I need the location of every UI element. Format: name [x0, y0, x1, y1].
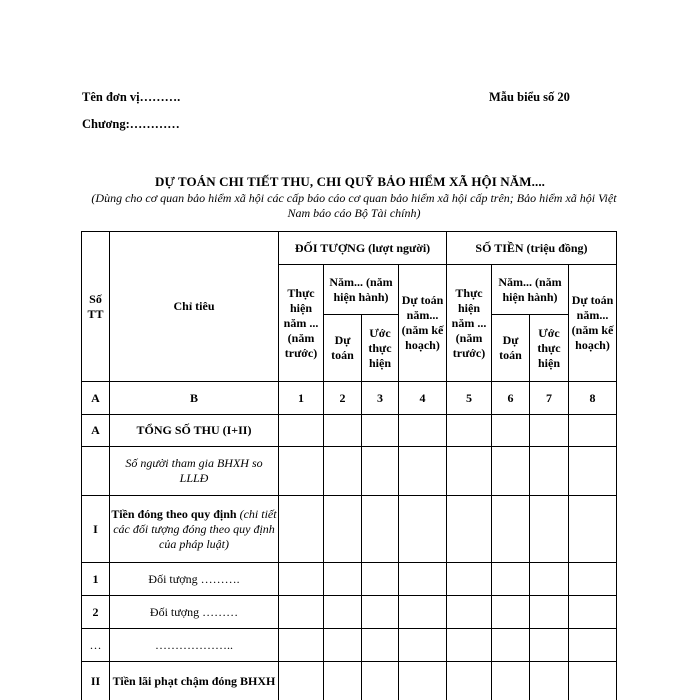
index-cell: 6	[492, 382, 530, 415]
index-cell: B	[110, 382, 279, 415]
document-subtitle: (Dùng cho cơ quan bảo hiểm xã hội các cấp báo cáo cơ quan bảo hiểm xã hội cấp trên; Bảo hiểm xã hội Việt Nam báo cáo Bộ Tài chính)	[91, 191, 617, 220]
table-row	[82, 415, 617, 447]
header-du-toan-ke-hoach: Dự toán năm... (năm kế hoạch)	[399, 265, 447, 382]
value-cell	[492, 496, 530, 563]
value-cell	[399, 447, 447, 496]
value-cell	[279, 596, 324, 629]
value-cell	[362, 629, 399, 662]
header-thuc-hien: Thực hiện năm ... (năm trước)	[279, 265, 324, 382]
index-cell: A	[82, 382, 110, 415]
value-cell	[279, 496, 324, 563]
value-cell	[362, 415, 399, 447]
value-cell	[447, 563, 492, 596]
value-cell	[279, 447, 324, 496]
value-cell	[569, 447, 617, 496]
index-cell: 8	[569, 382, 617, 415]
value-cell	[447, 662, 492, 700]
value-cell	[447, 447, 492, 496]
value-cell	[492, 662, 530, 700]
table-row	[82, 629, 617, 662]
header-uoc-thuc-hien: Ước thực hiện	[530, 315, 569, 382]
value-cell	[492, 415, 530, 447]
header-nam-hien-hanh: Năm... (năm hiện hành)	[492, 265, 569, 315]
row-label: ………………..	[110, 629, 279, 662]
table-row	[82, 496, 617, 563]
value-cell	[279, 415, 324, 447]
value-cell	[324, 596, 362, 629]
header-nam-hien-hanh: Năm... (năm hiện hành)	[324, 265, 399, 315]
row-stt: II	[82, 662, 110, 700]
table-row	[82, 447, 617, 496]
row-stt	[82, 447, 110, 496]
value-cell	[399, 496, 447, 563]
value-cell	[530, 447, 569, 496]
header-thuc-hien: Thực hiện năm ... (năm trước)	[447, 265, 492, 382]
document-title: DỰ TOÁN CHI TIẾT THU, CHI QUỸ BẢO HIỂM XÃ HỘI NĂM....	[154, 174, 546, 189]
index-cell: 2	[324, 382, 362, 415]
table-row	[82, 662, 617, 700]
value-cell	[399, 596, 447, 629]
value-cell	[362, 563, 399, 596]
value-cell	[362, 447, 399, 496]
value-cell	[530, 629, 569, 662]
budget-table	[81, 231, 617, 700]
row-label: Tiền lãi phạt chậm đóng BHXH	[110, 662, 279, 700]
row-stt: A	[82, 415, 110, 447]
value-cell	[399, 563, 447, 596]
value-cell	[324, 662, 362, 700]
value-cell	[492, 596, 530, 629]
value-cell	[530, 496, 569, 563]
value-cell	[324, 629, 362, 662]
value-cell	[569, 563, 617, 596]
value-cell	[530, 563, 569, 596]
value-cell	[447, 596, 492, 629]
value-cell	[569, 415, 617, 447]
index-cell: 5	[447, 382, 492, 415]
header-so-tien: SỐ TIỀN (triệu đồng)	[447, 232, 617, 265]
header-du-toan-ke-hoach: Dự toán năm... (năm kế hoạch)	[569, 265, 617, 382]
value-cell	[569, 496, 617, 563]
value-cell	[447, 415, 492, 447]
row-label: Số người tham gia BHXH so LLLĐ	[110, 447, 279, 496]
chapter-label: Chương:…………	[82, 117, 180, 131]
row-stt: …	[82, 629, 110, 662]
value-cell	[492, 563, 530, 596]
value-cell	[569, 596, 617, 629]
value-cell	[399, 629, 447, 662]
value-cell	[492, 447, 530, 496]
table-header-row	[82, 232, 617, 265]
header-doi-tuong: ĐỐI TƯỢNG (lượt người)	[279, 232, 447, 265]
value-cell	[324, 563, 362, 596]
header-uoc-thuc-hien: Ước thực hiện	[362, 315, 399, 382]
row-label: Tiền đóng theo quy định	[111, 506, 237, 521]
value-cell	[362, 596, 399, 629]
header-du-toan: Dự toán	[492, 315, 530, 382]
header-chi-tieu: Chỉ tiêu	[110, 232, 279, 382]
header-du-toan: Dự toán	[324, 315, 362, 382]
value-cell	[447, 629, 492, 662]
column-index-row	[82, 382, 617, 415]
index-cell: 4	[399, 382, 447, 415]
value-cell	[447, 496, 492, 563]
row-stt: 2	[82, 596, 110, 629]
value-cell	[530, 415, 569, 447]
row-label: TỔNG SỐ THU (I+II)	[110, 415, 279, 447]
value-cell	[324, 447, 362, 496]
table-row	[82, 563, 617, 596]
index-cell: 1	[279, 382, 324, 415]
value-cell	[324, 496, 362, 563]
header-stt: Số TT	[82, 232, 110, 382]
row-stt: I	[82, 496, 110, 563]
value-cell	[362, 662, 399, 700]
row-label: Đối tượng ……….	[110, 563, 279, 596]
value-cell	[569, 629, 617, 662]
value-cell	[569, 662, 617, 700]
row-note: (chi tiết các đối tượng đóng theo quy định của pháp luật)	[113, 506, 277, 551]
value-cell	[399, 662, 447, 700]
table-row	[82, 596, 617, 629]
value-cell	[279, 563, 324, 596]
row-label: Đối tượng ………	[110, 596, 279, 629]
index-cell: 3	[362, 382, 399, 415]
value-cell	[530, 596, 569, 629]
index-cell: 7	[530, 382, 569, 415]
value-cell	[279, 629, 324, 662]
row-stt: 1	[82, 563, 110, 596]
value-cell	[399, 415, 447, 447]
value-cell	[324, 415, 362, 447]
row-label-cell	[110, 496, 279, 563]
unit-name-label: Tên đơn vị……….	[82, 90, 181, 104]
value-cell	[530, 662, 569, 700]
value-cell	[492, 629, 530, 662]
value-cell	[362, 496, 399, 563]
form-number-label: Mẫu biểu số 20	[489, 90, 570, 104]
value-cell	[279, 662, 324, 700]
